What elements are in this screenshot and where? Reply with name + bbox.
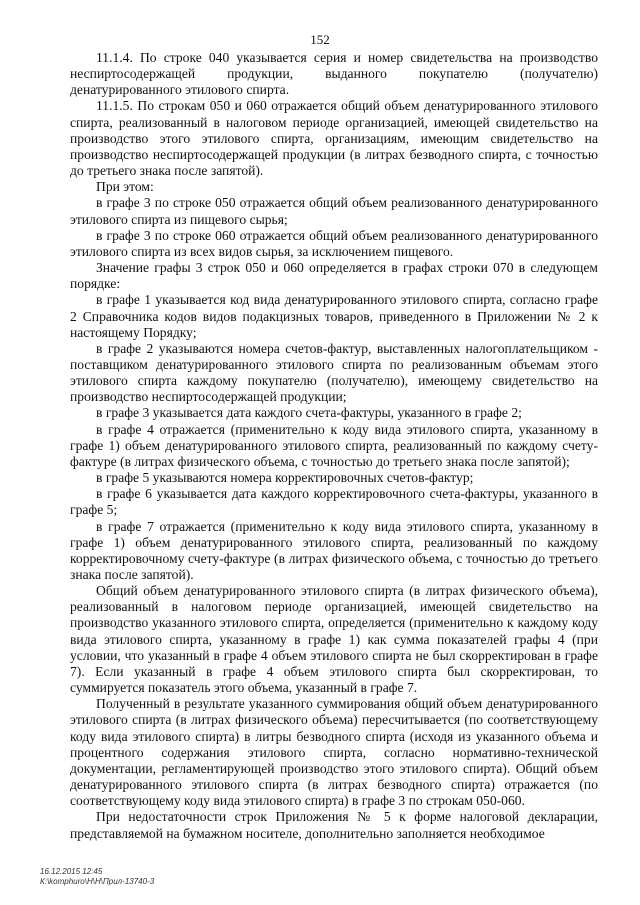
paragraph-11-1-5: 11.1.5. По строкам 050 и 060 отражается общий объем денатурированного этилового спирта, реализованный в налоговом периоде организацией, имеющей свидетельство на производство этого этилового спирта, организациям, имеющим свидетельство на производство неспиртосодержащей продукции (в литрах безводного спирта, с точностью до третьего знака после запятой).: [70, 98, 598, 179]
page-footer: [40, 867, 154, 887]
paragraph-line-060: в графе 3 по строке 060 отражается общий объем реализованного денатурированного этилового спирта из всех видов сырья, за исключением пищевого.: [70, 227, 598, 259]
footer-date: 16.12.2015 12:45: [40, 867, 103, 876]
paragraph-column-7: в графе 7 отражается (применительно к коду вида этилового спирта, указанному в графе 1) объем денатурированного этилового спирта, реализованный по каждому корректировочному счету-фактуре (в литрах физического объема, с точностью до третьего знака после запятой).: [70, 518, 598, 582]
paragraph-column-2: в графе 2 указываются номера счетов-фактур, выставленных налогоплательщиком - поставщиком денатурированного этилового спирта по реализованным объемам этого этилового спирта каждому покупателю (получателю), имеющему свидетельство на производство неспиртосодержащей продукции;: [70, 340, 598, 405]
paragraph-pri-etom: При этом:: [96, 179, 154, 195]
paragraph-total-volume: Общий объем денатурированного этилового спирта (в литрах физического объема), реализованный в налоговом периоде организацией, имеющей свидетельство на производство указанного этилового спирта, определяется (применительно к каждому коду вида этилового спирта, указанному в графе 1) как сумма показателей графы 4 (при условии, что указанный в графе 4 объем этилового спирта не был скорректирован в графе 7). Если указанный в графе 4 объем этилового спирта был скорректирован, то суммируется показатель этого объема, указанный в графе 7.: [70, 583, 598, 696]
paragraph-column-1: в графе 1 указывается код вида денатурированного этилового спирта, согласно графе 2 Справочника кодов видов подакцизных товаров, приведенного в Приложении № 2 к настоящему Порядку;: [70, 292, 598, 340]
page-number: 152: [310, 32, 330, 47]
paragraph-column-6: в графе 6 указывается дата каждого корректировочного счета-фактуры, указанного в графе 5;: [70, 486, 598, 518]
document-body: [70, 50, 598, 842]
paragraph-column-5: в графе 5 указываются номера корректировочных счетов-фактур;: [96, 470, 474, 486]
paragraph-line-050: в графе 3 по строке 050 отражается общий объем реализованного денатурированного этилового спирта из пищевого сырья;: [70, 195, 598, 227]
paragraph-recalculation: Полученный в результате указанного суммирования общий объем денатурированного этилового спирта (в литрах физического объема) пересчитывается (по соответствующему коду вида этилового спирта) в литры безводного спирта (исходя из указанного объема и процентного содержания этилового спирта, согласно нормативно-технической документации, регламентирующей производство этого этилового спирта). Общий объем денатурированного этилового спирта (в литрах безводного спирта) отражается (по соответствующему коду вида этилового спирта) в графе 3 по строкам 050-060.: [70, 696, 598, 809]
paragraph-value-order: Значение графы 3 строк 050 и 060 определяется в графах строки 070 в следующем порядке:: [70, 260, 598, 292]
paragraph-11-1-4: 11.1.4. По строке 040 указывается серия и номер свидетельства на производство неспиртосодержащей продукции, выданного покупателю (получателю) денатурированного этилового спирта.: [70, 50, 598, 98]
footer-file-path: К:\komphuro\Н\Н\Прил-13740-3: [40, 877, 155, 886]
paragraph-insufficient-lines: При недостаточности строк Приложения № 5 к форме налоговой декларации, представляемой на бумажном носителе, дополнительно заполняется необходимое: [70, 809, 598, 841]
paragraph-column-4: в графе 4 отражается (применительно к коду вида этилового спирта, указанному в графе 1) объем денатурированного этилового спирта, реализованный по каждому счету-фактуре (в литрах физического объема, с точностью до третьего знака после запятой);: [70, 421, 598, 469]
paragraph-column-3: в графе 3 указывается дата каждого счета-фактуры, указанного в графе 2;: [96, 405, 522, 421]
